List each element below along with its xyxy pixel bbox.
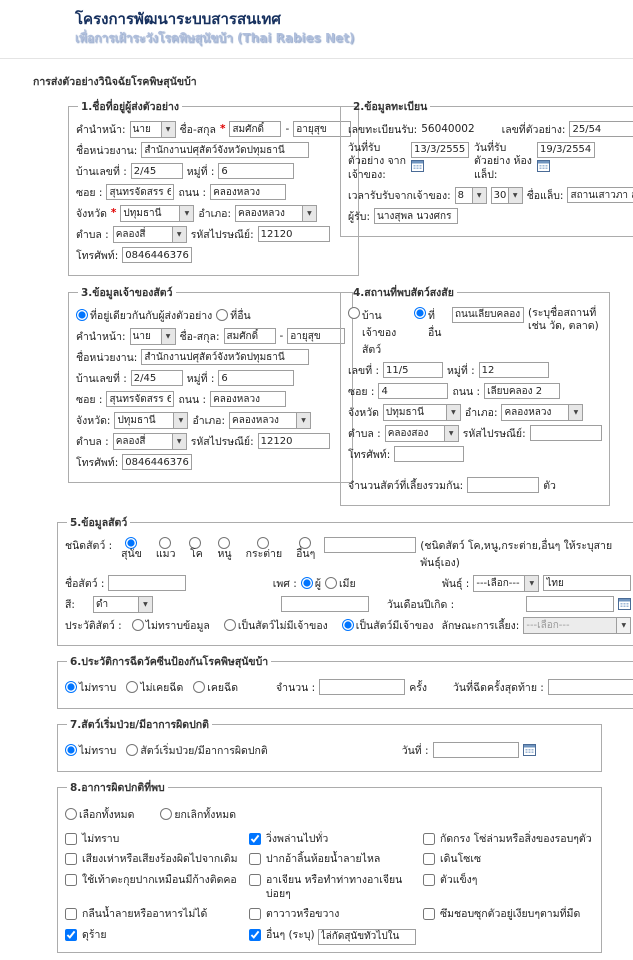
owner-org-input[interactable] bbox=[141, 349, 309, 365]
found-owner-home-radio[interactable]: บ้านเจ้าของสัตว์ bbox=[348, 307, 410, 358]
chevron-down-icon bbox=[138, 597, 152, 612]
moo-label: หมู่ที่ : bbox=[447, 364, 475, 377]
time-minute-select[interactable]: 30 ▼ bbox=[491, 187, 523, 204]
soi-input[interactable] bbox=[106, 184, 174, 200]
zip-label: รหัสไปรษณีย์: bbox=[462, 427, 526, 440]
last-vaccine-date-input[interactable] bbox=[548, 679, 633, 695]
owner-first-name-input[interactable] bbox=[224, 328, 276, 344]
symptom-other-input[interactable] bbox=[318, 929, 416, 945]
found-road-input[interactable] bbox=[484, 383, 560, 399]
date-from-owner-group bbox=[348, 142, 470, 183]
breed-input[interactable] bbox=[543, 575, 631, 591]
chevron-down-icon bbox=[161, 122, 175, 137]
owner-subdistrict-select[interactable]: คลองสี่ ▼ bbox=[113, 433, 187, 450]
subdistrict-label: ตำบล : bbox=[348, 427, 381, 440]
calendar-icon[interactable] bbox=[411, 160, 469, 172]
chevron-down-icon bbox=[302, 206, 316, 221]
symptom-checkbox[interactable]: ดุร้าย bbox=[65, 929, 243, 945]
vaccine-count-label: จำนวน : bbox=[276, 681, 316, 694]
keeping-label: ลักษณะการเลี้ยง: bbox=[441, 619, 520, 632]
breed-select[interactable]: ---เลือก--- ▼ bbox=[473, 575, 539, 592]
soi-label: ซอย : bbox=[76, 186, 103, 199]
chevron-down-icon bbox=[161, 329, 175, 344]
section-illness-onset-legend: 7.สัตว์เริ่มป่วย/มีอาการผิดปกติ bbox=[70, 718, 209, 731]
lab-name-input[interactable] bbox=[567, 187, 633, 203]
onset-date-label: วันที่ : bbox=[401, 744, 429, 757]
last-vaccine-date-label: วันที่ฉีดครั้งสุดท้าย : bbox=[453, 681, 544, 694]
org-label: ชื่อหน่วยงาน: bbox=[76, 144, 138, 157]
symptom-checkbox[interactable]: เดินโซเซ bbox=[423, 853, 594, 867]
vaccine-unknown-radio[interactable]: ไม่ทราบ bbox=[65, 679, 116, 696]
name-dash: - bbox=[285, 123, 290, 136]
chevron-down-icon bbox=[173, 413, 187, 428]
symptom-checkbox[interactable]: วิ่งพล่านไปทั่ว bbox=[249, 833, 417, 847]
section-found-place bbox=[340, 284, 610, 506]
found-other-radio[interactable]: ที่อื่น bbox=[414, 307, 448, 341]
prefix-label: คำนำหน้า: bbox=[76, 330, 126, 343]
found-subdistrict-select[interactable]: คลองสอง ▼ bbox=[385, 425, 459, 442]
symptom-other-group bbox=[249, 929, 417, 945]
symptom-checkbox[interactable]: ตาวาวหรือขวาง bbox=[249, 908, 417, 922]
found-province-select[interactable]: ปทุมธานี ▼ bbox=[383, 404, 461, 421]
date-to-lab-input[interactable] bbox=[537, 142, 595, 158]
subdistrict-label: ตำบล : bbox=[76, 228, 109, 241]
color-select[interactable]: ดำ ▼ bbox=[93, 596, 153, 613]
soi-label: ซอย : bbox=[348, 385, 375, 398]
species-dog-radio[interactable]: สุนัข bbox=[121, 537, 142, 561]
org-label: ชื่อหน่วยงาน: bbox=[76, 351, 138, 364]
keeping-select: ---เลือก--- ▼ bbox=[523, 617, 631, 634]
species-other-radio[interactable]: อื่นๆ bbox=[296, 537, 315, 561]
calendar-icon[interactable] bbox=[523, 744, 536, 756]
district-label: อำเภอ: bbox=[464, 406, 498, 419]
section-owner-legend: 3.ข้อมูลเจ้าของสัตว์ bbox=[81, 286, 173, 299]
symptom-checkbox[interactable]: กลืนน้ำลายหรืออาหารไม่ได้ bbox=[65, 908, 243, 922]
road-label: ถนน : bbox=[178, 186, 207, 199]
sample-no-label: เลขที่ตัวอย่าง: bbox=[501, 123, 566, 136]
animal-count-unit: ตัว bbox=[543, 479, 556, 492]
section-vaccination-history bbox=[57, 653, 633, 709]
owner-moo-input[interactable] bbox=[218, 370, 294, 386]
chevron-down-icon bbox=[568, 405, 582, 420]
soi-label: ซอย : bbox=[76, 393, 103, 406]
species-cow-radio[interactable]: โค bbox=[189, 537, 203, 561]
history-no-owner-radio[interactable]: เป็นสัตว์ไม่มีเจ้าของ bbox=[224, 617, 328, 634]
owner-same-address-radio[interactable]: ที่อยู่เดียวกันกับผู้ส่งตัวอย่าง bbox=[76, 307, 212, 324]
house-no-label: เลขที่ : bbox=[348, 364, 379, 377]
phone-label: โทรศัพท์: bbox=[348, 448, 391, 461]
chevron-down-icon bbox=[472, 188, 486, 203]
onset-date-input[interactable] bbox=[433, 742, 519, 758]
section-symptoms-legend: 8.อาการผิดปกติที่พบ bbox=[70, 781, 165, 794]
symptom-checkbox[interactable]: ใช้เท้าตะกุยปากเหมือนมีก้างติดคอ bbox=[65, 874, 243, 901]
vaccine-count-input[interactable] bbox=[319, 679, 405, 695]
color-label: สี: bbox=[65, 598, 75, 611]
prefix-label: คำนำหน้า: bbox=[76, 123, 126, 136]
vaccine-never-radio[interactable]: ไม่เคยฉีด bbox=[126, 679, 183, 696]
district-label: อำเภอ: bbox=[192, 414, 226, 427]
province-label: จังหวัด bbox=[76, 207, 107, 220]
owner-soi-input[interactable] bbox=[106, 391, 174, 407]
section-registration bbox=[340, 98, 633, 237]
phone-label: โทรศัพท์: bbox=[76, 249, 119, 262]
chevron-down-icon bbox=[444, 426, 458, 441]
symptom-checkbox[interactable]: เสียงเห่าหรือเสียงร้องผิดไปจากเดิม bbox=[65, 853, 243, 867]
required-mark: * bbox=[110, 207, 117, 220]
phone-input[interactable] bbox=[122, 247, 192, 263]
lab-name-label: ชื่อแล็บ: bbox=[526, 189, 564, 202]
subdistrict-label: ตำบล : bbox=[76, 435, 109, 448]
species-cat-radio[interactable]: แมว bbox=[156, 537, 176, 561]
species-hint: (ชนิดสัตว์ โค,หนู,กระต่าย,อื่นๆ ให้ระบุสายพันธุ์เอง) bbox=[420, 539, 613, 569]
time-received-label: เวลารับรับจากเจ้าของ: bbox=[348, 189, 451, 202]
breed-label: พันธุ์ : bbox=[441, 577, 470, 590]
found-district-select[interactable]: คลองหลวง ▼ bbox=[501, 404, 583, 421]
district-select[interactable]: คลองหลวง ▼ bbox=[235, 205, 317, 222]
owner-province-select[interactable]: ปทุมธานี ▼ bbox=[114, 412, 188, 429]
owner-last-name-input[interactable] bbox=[287, 328, 345, 344]
first-name-input[interactable] bbox=[229, 121, 281, 137]
fullname-label: ชื่อ-สกุล: bbox=[179, 330, 220, 343]
reg-no-value: 56040002 bbox=[421, 123, 475, 136]
district-label: อำเภอ: bbox=[198, 207, 231, 220]
phone-label: โทรศัพท์: bbox=[76, 456, 119, 469]
subdistrict-select[interactable]: คลองสี่ ▼ bbox=[113, 226, 187, 243]
vaccine-ever-radio[interactable]: เคยฉีด bbox=[193, 679, 238, 696]
animal-name-input[interactable] bbox=[108, 575, 186, 591]
receiver-input[interactable] bbox=[374, 208, 458, 224]
owner-zip-input[interactable] bbox=[258, 433, 330, 449]
page-title: การส่งตัวอย่างวินิจฉัยโรคพิษสุนัขบ้า bbox=[33, 75, 197, 88]
found-phone-input[interactable] bbox=[394, 446, 464, 462]
province-label: จังหวัด bbox=[348, 406, 379, 419]
species-rat-radio[interactable]: หนู bbox=[217, 537, 231, 561]
moo-label: หมู่ที่ : bbox=[186, 372, 215, 385]
owner-prefix-select[interactable]: นาย ▼ bbox=[130, 328, 176, 345]
prefix-select[interactable]: นาย ▼ bbox=[130, 121, 176, 138]
species-other-input[interactable] bbox=[324, 537, 416, 553]
date-from-owner-label: วันที่รับตัวอย่าง จากเจ้าของ: bbox=[348, 141, 406, 182]
found-zip-input[interactable] bbox=[530, 425, 602, 441]
section-found-place-legend: 4.สถานที่พบสัตว์สงสัย bbox=[353, 286, 454, 299]
road-label: ถนน : bbox=[452, 385, 481, 398]
moo-label: หมู่ที่ : bbox=[186, 165, 215, 178]
zip-label: รหัสไปรษณีย์: bbox=[190, 435, 254, 448]
section-sender bbox=[68, 98, 359, 276]
animal-count-label: จำนวนสัตว์ที่เลี้ยงรวมกัน: bbox=[348, 479, 464, 492]
symptom-checkbox[interactable]: ตัวแข็งๆ bbox=[423, 874, 594, 901]
house-no-label: บ้านเลขที่ : bbox=[76, 165, 127, 178]
symptom-checkbox[interactable]: ปากอ้าลิ้นห้อยน้ำลายไหล bbox=[249, 853, 417, 867]
birthdate-label: วันเดือนปีเกิด : bbox=[386, 598, 455, 611]
org-input[interactable] bbox=[141, 142, 309, 158]
found-moo-input[interactable] bbox=[479, 362, 549, 378]
app-title: โครงการพัฒนาระบบสารสนเทศ bbox=[75, 10, 281, 28]
receiver-label: ผู้รับ: bbox=[348, 210, 370, 223]
app-subtitle: เพื่อการเฝ้าระวังโรคพิษสุนัขบ้า (Thai Rabies Net) bbox=[75, 30, 355, 45]
moo-input[interactable] bbox=[218, 163, 294, 179]
sample-no-input[interactable] bbox=[569, 121, 633, 137]
onset-sick-radio[interactable]: สัตว์เริ่มป่วย/มีอาการผิดปกติ bbox=[126, 742, 267, 759]
date-to-lab-group bbox=[474, 142, 596, 183]
found-place-input[interactable] bbox=[452, 307, 524, 323]
house-no-input[interactable] bbox=[131, 163, 183, 179]
chevron-down-icon bbox=[172, 434, 186, 449]
fullname-label: ชื่อ-สกุล bbox=[179, 123, 216, 136]
sex-label: เพศ : bbox=[272, 577, 297, 590]
owner-house-no-input[interactable] bbox=[131, 370, 183, 386]
chevron-down-icon bbox=[446, 405, 460, 420]
section-illness-onset bbox=[57, 716, 602, 772]
section-animal-info bbox=[57, 514, 633, 646]
animal-count-input[interactable] bbox=[467, 477, 539, 493]
chevron-down-icon bbox=[296, 413, 310, 428]
name-dash: - bbox=[279, 330, 284, 343]
symptom-checkbox[interactable]: อื่นๆ (ระบุ) bbox=[249, 929, 315, 943]
owner-district-select[interactable]: คลองหลวง ▼ bbox=[229, 412, 311, 429]
animal-name-label: ชื่อสัตว์ : bbox=[65, 577, 105, 590]
road-input[interactable] bbox=[210, 184, 286, 200]
found-place-hint: (ระบุชื่อสถานที่ เช่น วัด, ตลาด) bbox=[528, 306, 599, 333]
province-select[interactable]: ปทุมธานี ▼ bbox=[120, 205, 194, 222]
chevron-down-icon bbox=[524, 576, 538, 591]
history-has-owner-radio[interactable]: เป็นสัตว์มีเจ้าของ bbox=[342, 617, 434, 634]
reg-no-label: เลขทะเบียนรับ: bbox=[348, 123, 418, 136]
date-from-owner-input[interactable] bbox=[411, 142, 469, 158]
section-owner bbox=[68, 284, 353, 483]
select-all-radio[interactable]: เลือกทั้งหมด bbox=[65, 806, 134, 823]
section-symptoms bbox=[57, 779, 602, 953]
house-no-label: บ้านเลขที่ : bbox=[76, 372, 127, 385]
owner-other-address-radio[interactable]: ที่อื่น bbox=[216, 307, 250, 324]
symptom-checkbox[interactable]: กัดกรง โซ่ล่ามหรือสิ่งของรอบๆตัว bbox=[423, 833, 594, 847]
found-no-input[interactable] bbox=[383, 362, 443, 378]
app-header bbox=[0, 8, 633, 59]
color-extra-input[interactable] bbox=[281, 596, 369, 612]
history-unknown-radio[interactable]: ไม่ทราบข้อมูล bbox=[132, 617, 210, 634]
symptom-checkbox[interactable]: ไม่ทราบ bbox=[65, 833, 243, 847]
vaccine-count-unit: ครั้ง bbox=[409, 681, 428, 694]
symptoms-grid bbox=[65, 833, 594, 945]
found-soi-input[interactable] bbox=[378, 383, 448, 399]
sex-female-radio[interactable]: เมีย bbox=[325, 575, 356, 592]
calendar-icon[interactable] bbox=[618, 598, 631, 610]
road-label: ถนน : bbox=[178, 393, 207, 406]
owner-road-input[interactable] bbox=[210, 391, 286, 407]
required-mark: * bbox=[219, 123, 226, 136]
calendar-icon[interactable] bbox=[537, 160, 595, 172]
chevron-down-icon bbox=[508, 188, 522, 203]
chevron-down-icon bbox=[179, 206, 193, 221]
deselect-all-radio[interactable]: ยกเลิกทั้งหมด bbox=[160, 806, 236, 823]
history-label: ประวัติสัตว์ : bbox=[65, 619, 122, 632]
section-sender-legend: 1.ชื่อที่อยู่ผู้ส่งตัวอย่าง bbox=[81, 100, 179, 113]
time-hour-select[interactable]: 8 ▼ bbox=[455, 187, 487, 204]
species-label: ชนิดสัตว์ : bbox=[65, 539, 113, 552]
section-animal-info-legend: 5.ข้อมูลสัตว์ bbox=[70, 516, 128, 529]
onset-unknown-radio[interactable]: ไม่ทราบ bbox=[65, 742, 116, 759]
symptom-checkbox[interactable]: ซึมชอบซุกตัวอยู่เงียบๆตามที่มืด bbox=[423, 908, 594, 922]
section-registration-legend: 2.ข้อมูลทะเบียน bbox=[353, 100, 428, 113]
chevron-down-icon bbox=[616, 618, 630, 633]
chevron-down-icon bbox=[172, 227, 186, 242]
symptom-checkbox[interactable]: อาเจียน หรือทำท่าทางอาเจียนบ่อยๆ bbox=[249, 874, 417, 901]
zip-input[interactable] bbox=[258, 226, 330, 242]
province-label: จังหวัด: bbox=[76, 414, 111, 427]
owner-phone-input[interactable] bbox=[122, 454, 192, 470]
birthdate-input[interactable] bbox=[526, 596, 614, 612]
section-vaccination-history-legend: 6.ประวัติการฉีดวัคซีนป้องกันโรคพิษสุนัขบ้า bbox=[70, 655, 269, 668]
sections-row-2 bbox=[68, 284, 602, 506]
zip-label: รหัสไปรษณีย์: bbox=[190, 228, 254, 241]
date-to-lab-label: วันที่รับตัวอย่าง ห้องแล็ป: bbox=[474, 141, 532, 182]
sections-row-1 bbox=[68, 98, 602, 276]
sex-male-radio[interactable]: ผู้ bbox=[301, 575, 321, 592]
species-rabbit-radio[interactable]: กระต่าย bbox=[246, 537, 283, 561]
